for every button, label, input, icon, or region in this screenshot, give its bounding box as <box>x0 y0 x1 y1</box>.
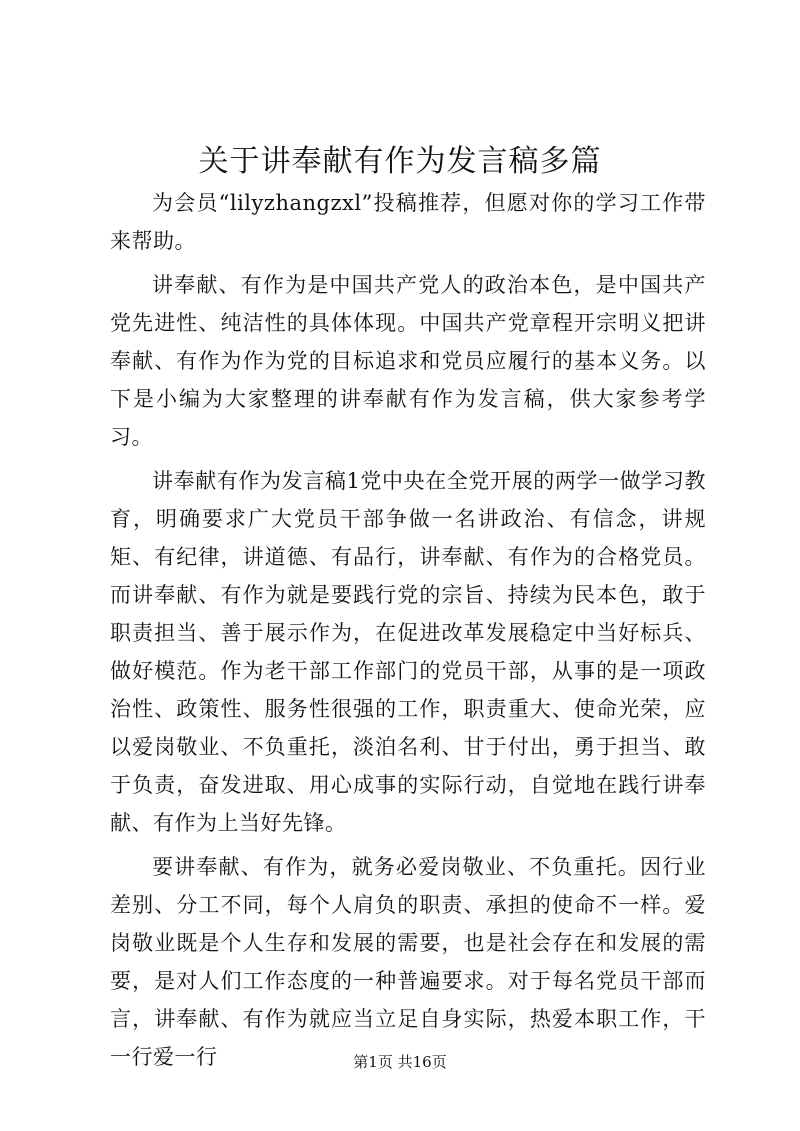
paragraph-speech-1: 讲奉献有作为发言稿1党中央在全党开展的两学一做学习教育，明确要求广大党员干部争做一名讲政治、有信念，讲规矩、有纪律，讲道德、有品行，讲奉献、有作为的合格党员。而讲奉献、有作为就是要践行党的宗旨、持续为民本色，敢于职责担当、善于展示作为，在促进改革发展稳定中当好标兵、做好模范。作为老干部工作部门的党员干部，从事的是一项政治性、政策性、服务性很强的工作，职责重大、使命光荣，应以爱岗敬业、不负重托，淡泊名利、甘于付出，勇于担当、敢于负责，奋发进取、用心成事的实际行动，自觉地在践行讲奉献、有作为上当好先锋。 <box>110 469 706 835</box>
page-number-footer: 第1页 共16页 <box>353 1053 447 1071</box>
paragraph-intro: 为会员“lilyzhangzxl”投稿推荐，但愿对你的学习工作带来帮助。 <box>110 191 706 253</box>
paragraph-overview: 讲奉献、有作为是中国共产党人的政治本色，是中国共产党先进性、纯洁性的具体体现。中国共产党章程开宗明义把讲奉献、有作为作为党的目标追求和党员应履行的基本义务。以下是小编为大家整理的讲奉献有作为发言稿，供大家参考学习。 <box>110 273 706 449</box>
document-body <box>110 184 706 1082</box>
paragraph-dedication: 要讲奉献、有作为，就务必爱岗敬业、不负重托。因行业差别、分工不同，每个人肩负的职责、承担的使命不一样。爱岗敬业既是个人生存和发展的需要，也是社会存在和发展的需要，是对人们工作态度的一种普遍要求。对于每名党员干部而言，讲奉献、有作为就应当立足自身实际，热爱本职工作，干一行爱一行 <box>110 855 706 1069</box>
document-title: 关于讲奉献有作为发言稿多篇 <box>198 144 602 179</box>
